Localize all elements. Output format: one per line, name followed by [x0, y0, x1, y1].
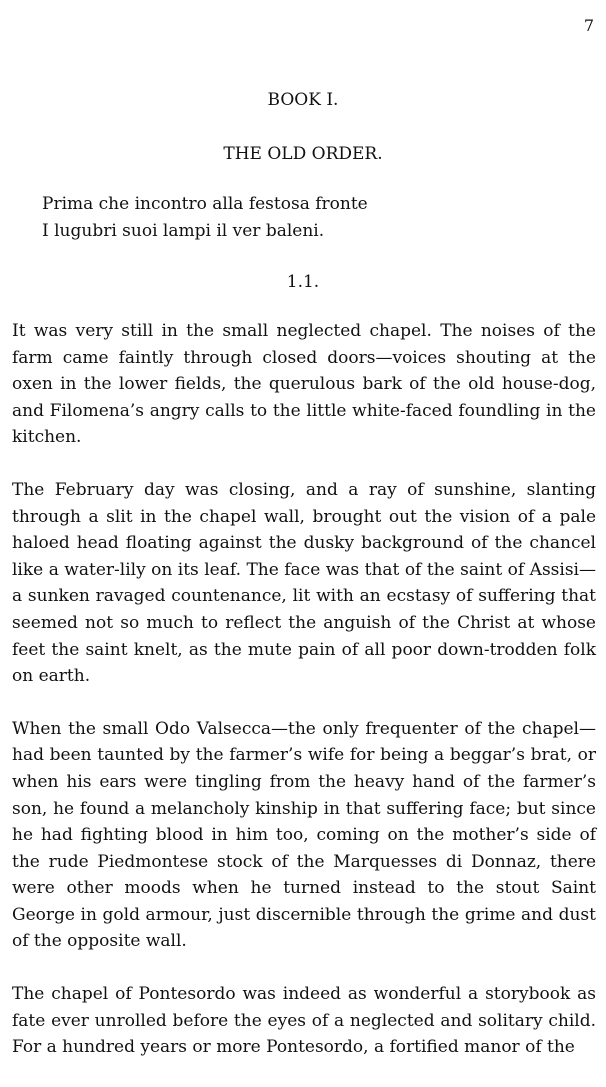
section-number: 1.1.	[286, 272, 320, 292]
book-title: THE OLD ORDER.	[223, 144, 383, 164]
paragraph: The February day was closing, and a ray of sunshine, slanting through a slit in the chapel wall, brought out the vision of a pale haloed head floating against the dusky background of the chancel like a water-lily on its leaf. The face was that of the saint of Assisi—a sunken ravaged countenance, lit with an ecstasy of suffering that seemed not so much to reflect the anguish of the Christ at whose feet the saint knelt, as the mute pain of all poor down-trodden folk on earth.	[12, 479, 596, 687]
book-heading: BOOK I.	[267, 90, 339, 110]
epigraph	[42, 191, 368, 245]
paragraph: It was very still in the small neglected chapel. The noises of the farm came faintly through closed doors—voices shouting at the oxen in the lower fields, the querulous bark of the old house-dog, and Filomena’s angry calls to the little white-faced foundling in the kitchen.	[12, 321, 596, 448]
page-number: 7	[583, 16, 594, 35]
paragraph: The chapel of Pontesordo was indeed as wonderful a storybook as fate ever unrolled before the eyes of a neglected and solitary child. For a hundred years or more Pontesordo, a fortified manor of the	[12, 984, 596, 1058]
chapter-body	[12, 318, 596, 1087]
epigraph-line: Prima che incontro alla festosa fronte	[42, 194, 368, 214]
paragraph: When the small Odo Valsecca—the only frequenter of the chapel—had been taunted by the farmer’s wife for being a beggar’s brat, or when his ears were tingling from the heavy hand of the farmer’s son, he found a melancholy kinship in that suffering face; but since he had fighting blood in him too, coming on the mother’s side of the rude Piedmontese stock of the Marquesses di Donnaz, there were other moods when he turned instead to the stout Saint George in gold armour, just discernible through the grime and dust of the opposite wall.	[12, 718, 596, 952]
epigraph-line: I lugubri suoi lampi il ver baleni.	[42, 221, 325, 241]
